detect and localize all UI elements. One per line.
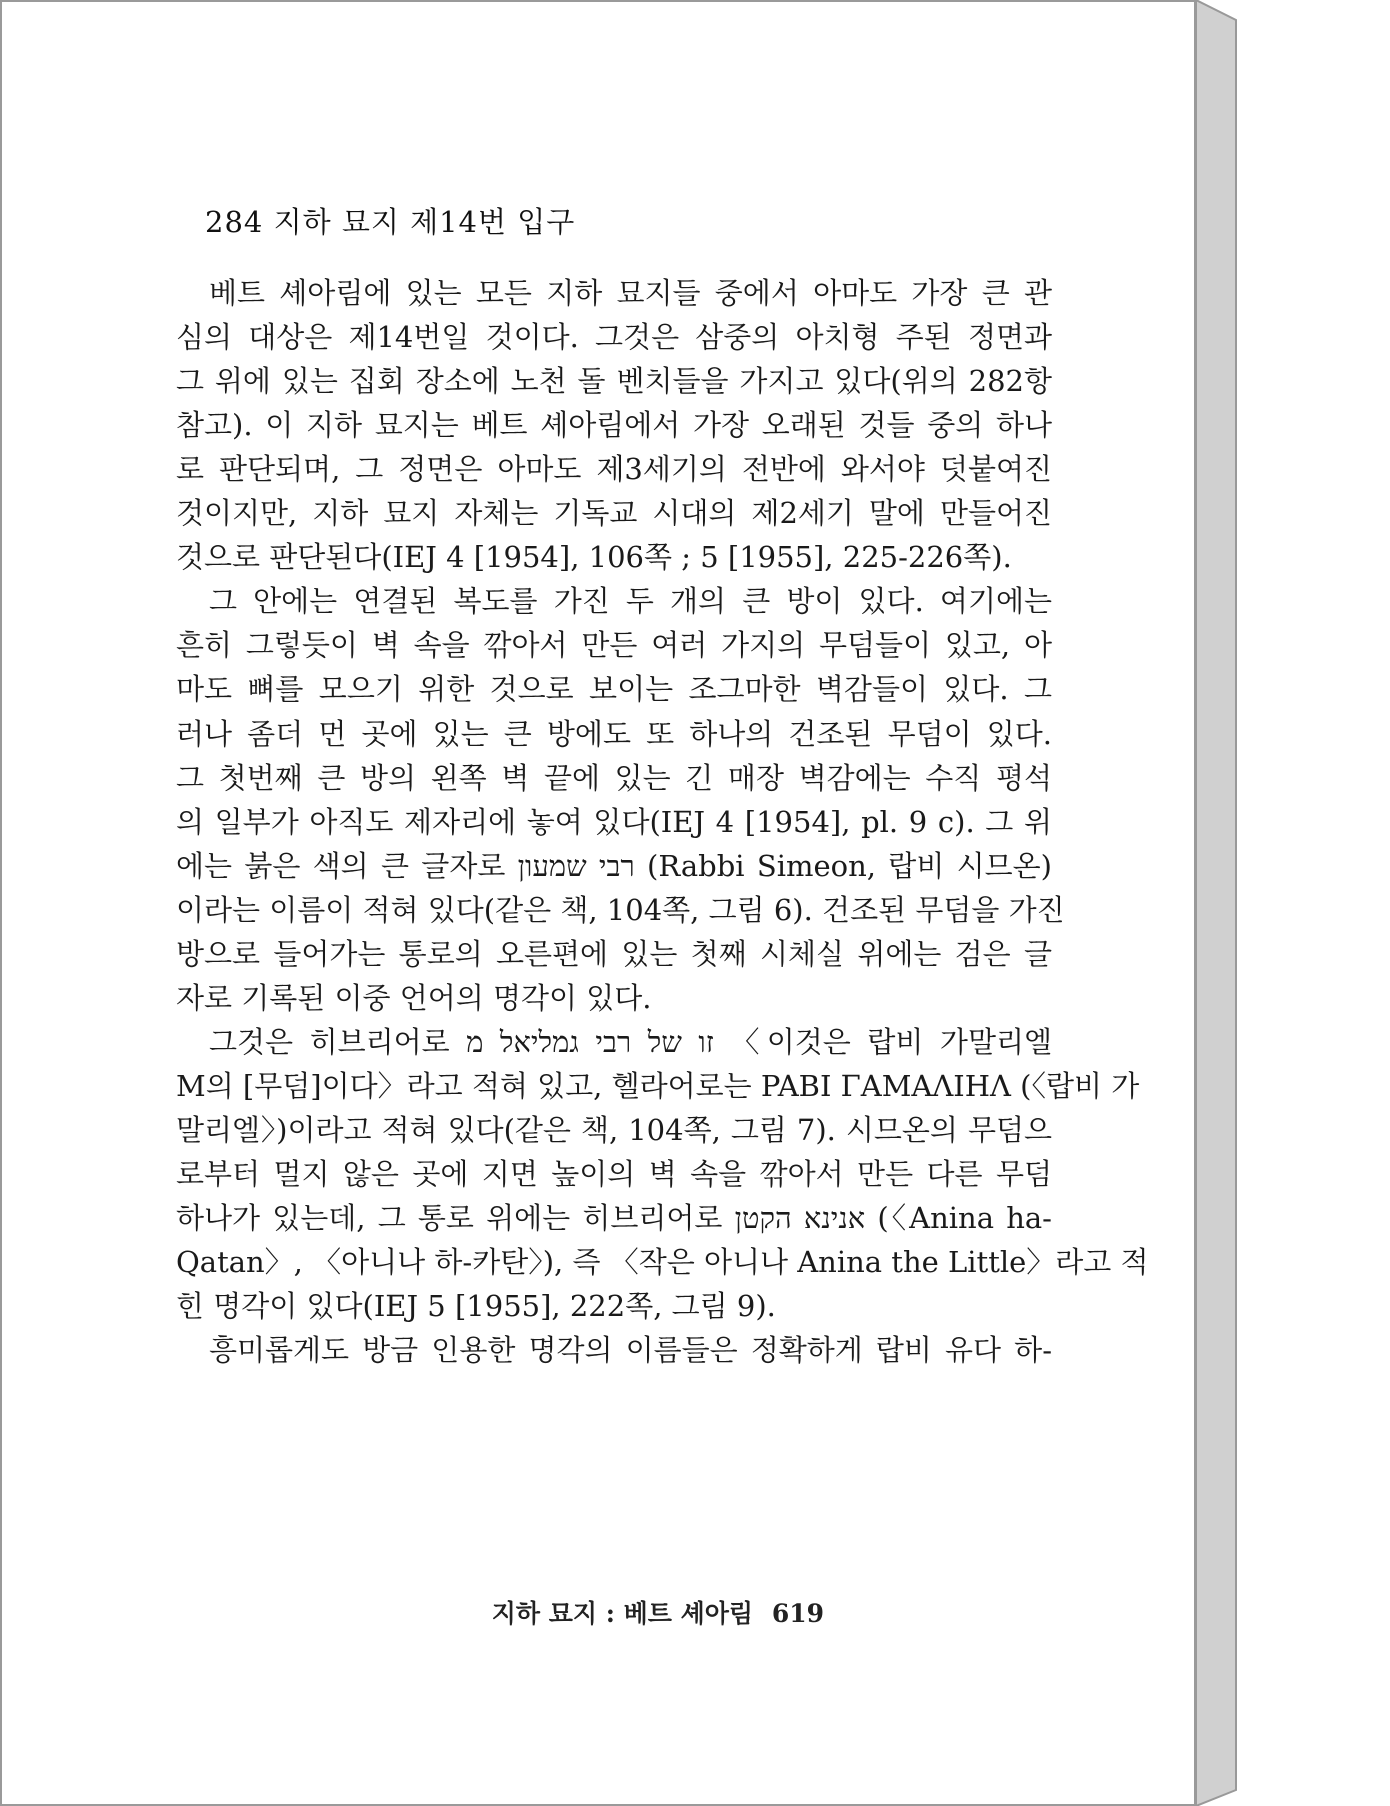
text-line: 그 위에 있는 집회 장소에 노천 돌 벤치들을 가지고 있다(위의 282항 bbox=[176, 364, 1052, 399]
text-line: 마도 뼈를 모으기 위한 것으로 보이는 조그마한 벽감들이 있다. 그 bbox=[176, 672, 1052, 707]
text-line: 방으로 들어가는 통로의 오른편에 있는 첫째 시체실 위에는 검은 글 bbox=[176, 936, 1052, 971]
text-line: 심의 대상은 제14번일 것이다. 그것은 삼중의 아치형 주된 정면과 bbox=[176, 320, 1052, 355]
page-stack-edge bbox=[1196, 0, 1244, 1806]
text-line: 의 일부가 아직도 제자리에 놓여 있다(IEJ 4 [1954], pl. 9 c). 그 위 bbox=[176, 804, 1052, 839]
text-line: 러나 좀더 먼 곳에 있는 큰 방에도 또 하나의 건조된 무덤이 있다. bbox=[176, 716, 1052, 751]
text-line: 것이지만, 지하 묘지 자체는 기독교 시대의 제2세기 말에 만들어진 bbox=[176, 496, 1052, 531]
text-line: M의 [무덤]이다〉라고 적혀 있고, 헬라어로는 PABI ΓΑΜΑΛΙΗΛ (〈랍비 가 bbox=[176, 1068, 1140, 1103]
text-line: 로부터 멀지 않은 곳에 지면 높이의 벽 속을 깎아서 만든 다른 무덤 bbox=[176, 1157, 1052, 1191]
text-line: 하나가 있는데, 그 통로 위에는 히브리어로 אנינא הקטן (〈Anina ha- bbox=[176, 1201, 1052, 1236]
text-line: 참고). 이 지하 묘지는 베트 셰아림에서 가장 오래된 것들 중의 하나 bbox=[176, 408, 1052, 443]
text-line: 그 첫번째 큰 방의 왼쪽 벽 끝에 있는 긴 매장 벽감에는 수직 평석 bbox=[176, 760, 1052, 795]
text-line: 자로 기록된 이중 언어의 명각이 있다. bbox=[176, 980, 652, 1015]
text-line: 힌 명각이 있다(IEJ 5 [1955], 222쪽, 그림 9). bbox=[176, 1289, 776, 1324]
text-line: Qatan〉, 〈아니나 하-카탄〉), 즉 〈작은 아니나 Anina the Little〉라고 적 bbox=[176, 1245, 1149, 1280]
text-line: 베트 셰아림에 있는 모든 지하 묘지들 중에서 아마도 가장 큰 관 bbox=[209, 276, 1052, 310]
text-line: 이라는 이름이 적혀 있다(같은 책, 104쪽, 그림 6). 건조된 무덤을 가진 bbox=[176, 892, 1065, 927]
text-line: 그것은 히브리어로 זו של רבי גמליאל מ 〈이것은 랍비 가말리엘 bbox=[209, 1024, 1052, 1059]
figure-caption-heading: 284 지하 묘지 제14번 입구 bbox=[205, 205, 576, 239]
text-line: 흥미롭게도 방금 인용한 명각의 이름들은 정확하게 랍비 유다 하- bbox=[209, 1333, 1052, 1368]
text-line: 것으로 판단된다(IEJ 4 [1954], 106쪽 ; 5 [1955], 225-226쪽). bbox=[176, 540, 1012, 575]
text-line: 말리엘〉)이라고 적혀 있다(같은 책, 104쪽, 그림 7). 시므온의 무덤으 bbox=[176, 1112, 1052, 1147]
text-line: 흔히 그렇듯이 벽 속을 깎아서 만든 여러 가지의 무덤들이 있고, 아 bbox=[176, 628, 1052, 663]
footer-section-title: 지하 묘지 : 베트 셰아림 bbox=[491, 1599, 754, 1628]
text-line: 그 안에는 연결된 복도를 가진 두 개의 큰 방이 있다. 여기에는 bbox=[209, 584, 1052, 619]
running-footer bbox=[492, 1594, 824, 1630]
text-line: 로 판단되며, 그 정면은 아마도 제3세기의 전반에 와서야 덧붙여진 bbox=[176, 452, 1052, 487]
text-line: 에는 붉은 색의 큰 글자로 רבי שמעון (Rabbi Simeon, 랍비 시므온) bbox=[176, 848, 1052, 883]
page-number: 619 bbox=[771, 1599, 824, 1628]
